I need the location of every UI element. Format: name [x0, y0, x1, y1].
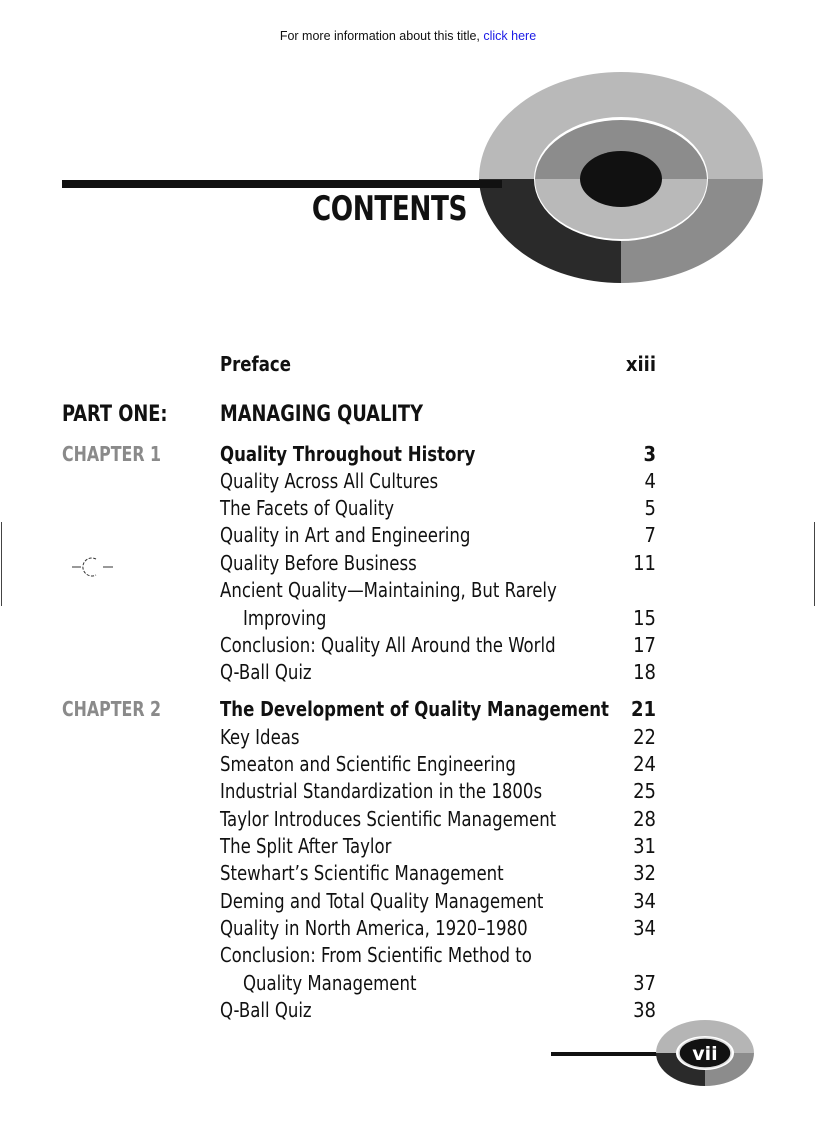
toc-entry-page: 22: [633, 725, 656, 749]
title-rule: [62, 180, 502, 188]
toc-entry-title: Q-Ball Quiz: [220, 660, 312, 684]
toc-entry-page: 34: [633, 916, 656, 940]
toc-entry-title: Conclusion: Quality All Around the World: [220, 633, 556, 657]
toc-entry-title: Quality Before Business: [220, 551, 417, 575]
toc-entry-page: 7: [644, 523, 656, 547]
toc-entry-page: 32: [633, 861, 656, 885]
toc-entry-page: 24: [633, 752, 656, 776]
toc-entry-title: Quality Across All Cultures: [220, 469, 439, 493]
toc-entry-title: Smeaton and Scientific Engineering: [220, 752, 516, 776]
toc-entry-page: 18: [633, 660, 656, 684]
page-title: CONTENTS: [311, 189, 467, 229]
chapter-2-page: 21: [630, 697, 656, 721]
toc-entry-title-continued: Quality Management: [243, 971, 417, 995]
toc-entry-title: Ancient Quality—Maintaining, But Rarely: [220, 578, 557, 602]
left-trim-line: [1, 522, 2, 606]
toc-entry-page: 37: [633, 971, 656, 995]
chapter-2-label: CHAPTER 2: [62, 697, 162, 721]
toc-entry-page: 31: [633, 834, 656, 858]
preface-title: Preface: [220, 352, 291, 376]
toc-entry-page: 4: [644, 469, 656, 493]
toc-entry-page: 17: [633, 633, 656, 657]
toc-entry-title: The Facets of Quality: [220, 496, 395, 520]
chapter-1-label: CHAPTER 1: [62, 442, 162, 466]
chapter-2-title: The Development of Quality Management: [220, 697, 609, 721]
page-folio: vii: [692, 1043, 718, 1065]
info-header: [0, 29, 816, 43]
part-title: MANAGING QUALITY: [220, 402, 423, 427]
toc-entry-page: 38: [633, 998, 656, 1022]
chapter-1-page: 3: [643, 442, 656, 466]
folio-graphic: [551, 1018, 756, 1090]
click-here-link[interactable]: click here: [483, 29, 537, 43]
toc-entry-page: 25: [633, 779, 656, 803]
toc-entry-title: Quality in Art and Engineering: [220, 523, 471, 547]
toc-entry-page: 34: [633, 889, 656, 913]
part-label: PART ONE:: [62, 402, 168, 427]
toc-entry-title: Industrial Standardization in the 1800s: [220, 779, 543, 803]
toc-entry-title: Q-Ball Quiz: [220, 998, 312, 1022]
toc-entry-page: 15: [633, 606, 656, 630]
toc-entry-title: Quality in North America, 1920–1980: [220, 916, 528, 940]
toc-entry-title: Stewhart’s Scientific Management: [220, 861, 504, 885]
toc-entry-title-continued: Improving: [243, 606, 327, 630]
toc-entry-page: 5: [644, 496, 656, 520]
right-trim-line: [814, 522, 815, 606]
info-text: For more information about this title,: [279, 29, 484, 43]
toc-entry-title: Deming and Total Quality Management: [220, 889, 544, 913]
target-graphic: [476, 70, 766, 285]
toc-entry-title: The Split After Taylor: [220, 834, 392, 858]
toc-entry-page: 11: [633, 551, 656, 575]
toc-entry-title: Taylor Introduces Scientific Management: [220, 807, 557, 831]
registration-mark-icon: [70, 554, 116, 580]
toc-entry-title: Conclusion: From Scientific Method to: [220, 943, 532, 967]
chapter-1-title: Quality Throughout History: [220, 442, 476, 466]
preface-page: xiii: [625, 352, 656, 376]
toc-entry-page: 28: [633, 807, 656, 831]
toc-entry-title: Key Ideas: [220, 725, 300, 749]
